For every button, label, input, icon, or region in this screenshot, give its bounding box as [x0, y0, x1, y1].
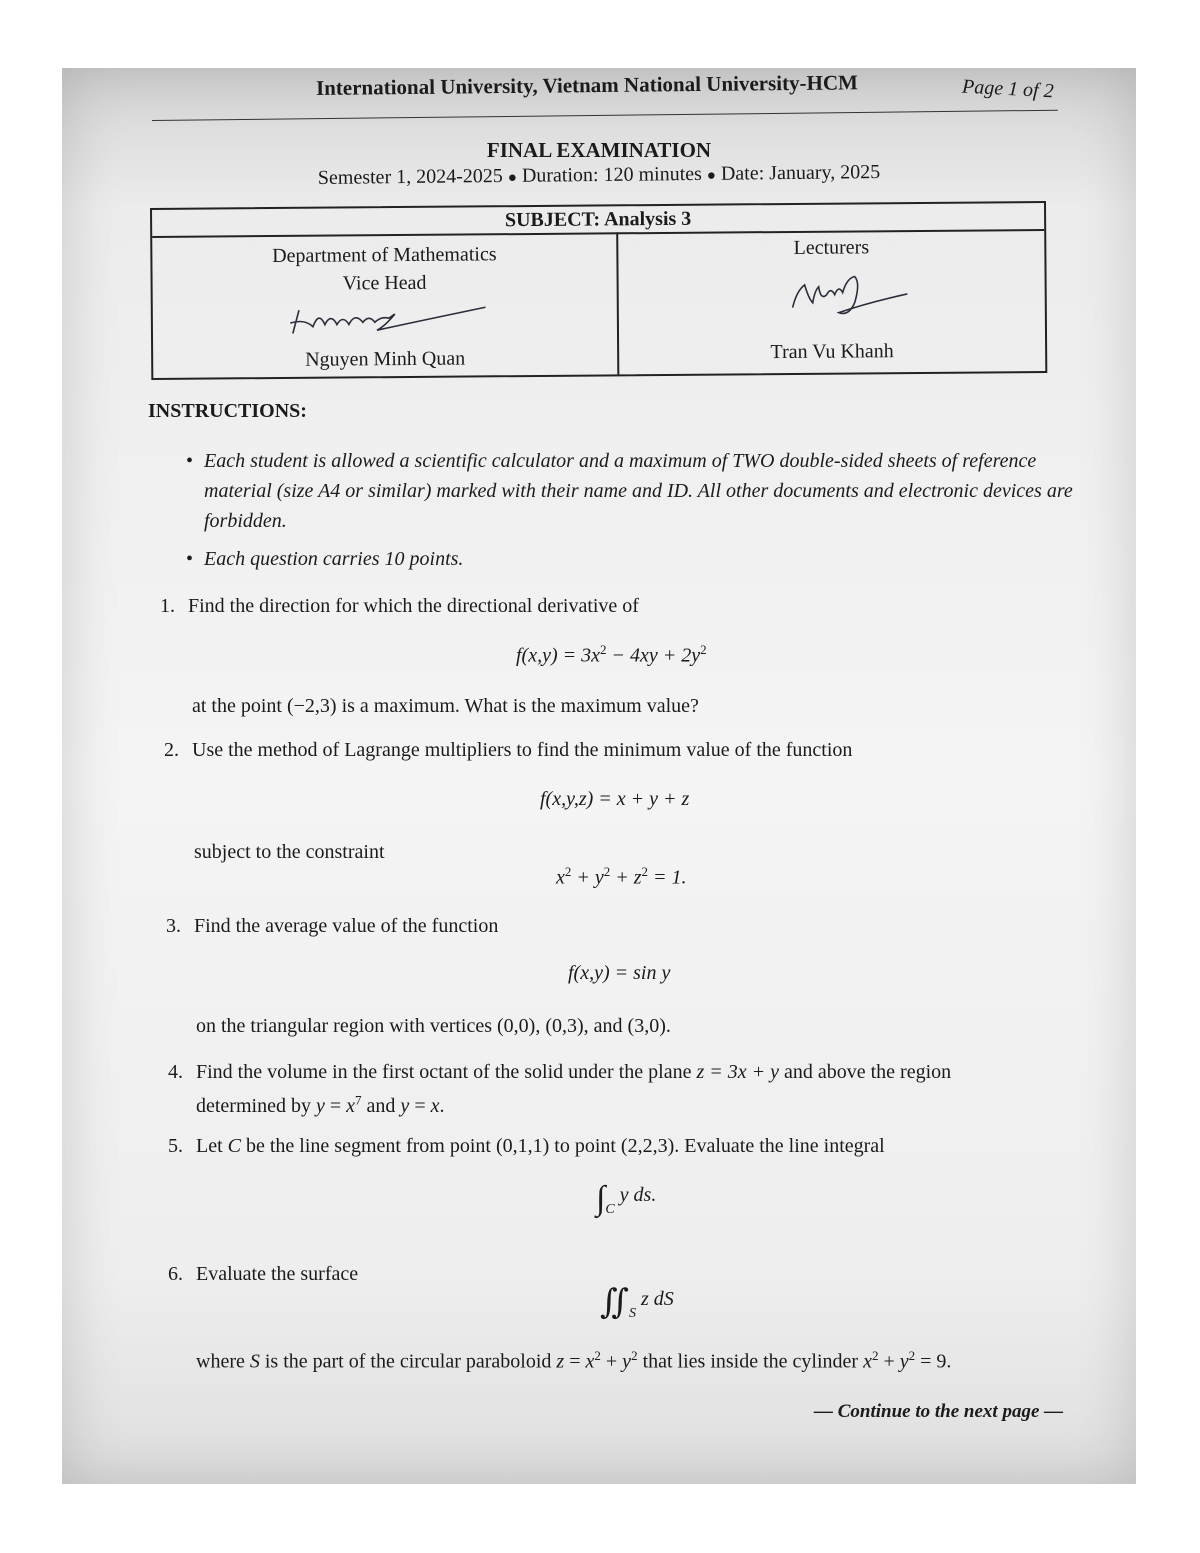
exam-sheet	[62, 68, 1136, 1484]
university-header: International University, Vietnam National University-HCM	[315, 70, 858, 100]
question-1-function: $f(x,y) = 3x^2 - 4xy + 2y^2$	[516, 642, 707, 667]
subject-header: SUBJECT: Analysis 3	[152, 203, 1044, 238]
question-3-ending: on the triangular region with vertices (0,0), (0,3), and (3,0).	[196, 1015, 671, 1037]
question-4-region: determined by $y = x^7$ and y = x.	[196, 1092, 445, 1117]
exam-details	[62, 158, 1136, 192]
lecturers-label: Lecturers	[793, 236, 870, 259]
question-4: 4. Find the volume in the first octant of the solid under the plane z = 3x + y and above the region determined by $y = x^7$ and y = x.	[168, 1061, 952, 1117]
duration: Duration: 120 minutes	[521, 162, 702, 187]
question-2-function: f(x,y,z) = x + y + z	[540, 788, 690, 810]
bullet-separator: ●	[507, 169, 517, 186]
instructions-heading: INSTRUCTIONS:	[148, 400, 307, 422]
question-3: 3. Find the average value of the function	[166, 915, 499, 937]
continue-note: — Continue to the next page —	[814, 1401, 1064, 1422]
question-1: 1. Find the direction for which the directional derivative of	[160, 595, 639, 617]
lecturer-name: Tran Vu Khanh	[770, 340, 894, 364]
question-4-plane: z = 3x + y	[696, 1061, 779, 1083]
instruction-item: • Each student is allowed a scientific calculator and a maximum of TWO double-sided sheets of reference material (size A4 or similar) marked with their name and ID. All other documents and electronic devices are forbidden.	[204, 446, 1074, 536]
department-label: Department of Mathematics	[272, 243, 497, 268]
exam-title: FINAL EXAMINATION	[486, 138, 712, 162]
lecturer-signature	[789, 272, 909, 323]
exam-date: Date: January, 2025	[720, 161, 881, 185]
question-3-function: f(x,y) = sin y	[568, 962, 671, 984]
question-6: 6. Evaluate the surface	[168, 1263, 359, 1285]
vice-head-label: Vice Head	[342, 271, 427, 295]
bullet-dot: •	[186, 450, 194, 472]
question-5-integral: $\int_C$ y ds.	[596, 1180, 657, 1217]
vice-head-signature	[285, 299, 495, 341]
question-2-constraint: $x^2 + y^2 + z^2 = 1$.	[556, 864, 687, 889]
vice-head-name: Nguyen Minh Quan	[305, 347, 466, 371]
signature-table	[150, 201, 1047, 380]
question-2-constraint-label: subject to the constraint	[194, 841, 385, 863]
header-rule	[152, 110, 1058, 121]
semester: Semester 1, 2024-2025	[317, 165, 503, 189]
question-6-integral: $∬_S$ z dS	[600, 1284, 674, 1321]
question-5: 5. Let C be the line segment from point (0,1,1) to point (2,2,3). Evaluate the line integral	[168, 1135, 885, 1157]
page-indicator: Page 1 of 2	[961, 75, 1055, 103]
bullet-separator: ●	[706, 167, 717, 184]
bullet-dot: •	[186, 548, 194, 570]
instruction-item: • Each question carries 10 points.	[204, 544, 1074, 574]
question-2: 2. Use the method of Lagrange multipliers to find the minimum value of the function	[164, 739, 853, 761]
question-6-ending: where S is the part of the circular paraboloid $z = x^2 + y^2$ that lies inside the cylinder $x^2 + y^2 = 9$.	[196, 1348, 952, 1373]
question-1-ending: at the point (−2,3) is a maximum. What is the maximum value?	[192, 695, 699, 717]
